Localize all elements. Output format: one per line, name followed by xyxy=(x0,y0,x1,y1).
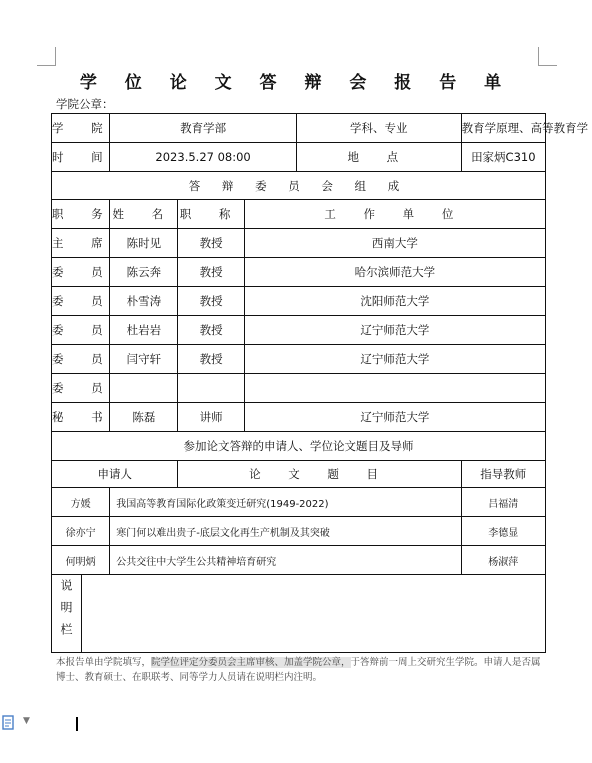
major-value[interactable]: 教育学原理、高等教育学 xyxy=(461,114,545,143)
member-unit[interactable]: 西南大学 xyxy=(244,229,545,258)
applicant-name[interactable]: 何明炳 xyxy=(52,546,110,575)
note-content[interactable] xyxy=(82,575,546,653)
document-icon[interactable] xyxy=(2,715,16,731)
committee-section-title: 答 辩 委 员 会 组 成 xyxy=(52,172,546,200)
note-label: 说明栏 xyxy=(59,579,74,645)
member-title[interactable]: 讲师 xyxy=(178,403,244,432)
header-advisor: 指导教师 xyxy=(461,461,545,488)
committee-row-secretary xyxy=(52,403,546,432)
committee-row xyxy=(52,229,546,258)
committee-row xyxy=(52,345,546,374)
member-role: 委 员 xyxy=(52,316,110,345)
thesis-title[interactable]: 寒门何以难出贵子-底层文化再生产机制及其突破 xyxy=(110,517,461,546)
thesis-title[interactable]: 我国高等教育国际化政策变迁研究(1949-2022) xyxy=(110,488,461,517)
place-label: 地 点 xyxy=(296,143,461,172)
member-role: 秘 书 xyxy=(52,403,110,432)
advisor-name[interactable]: 杨淑萍 xyxy=(461,546,545,575)
note-row xyxy=(52,575,546,653)
info-row-college xyxy=(52,114,546,143)
college-value[interactable]: 教育学部 xyxy=(110,114,297,143)
applicants-header-row xyxy=(52,461,546,488)
member-role: 委 员 xyxy=(52,345,110,374)
info-row-time xyxy=(52,143,546,172)
college-label: 学 院 xyxy=(52,114,110,143)
advisor-name[interactable]: 吕福清 xyxy=(461,488,545,517)
header-role: 职 务 xyxy=(52,200,110,229)
member-name[interactable]: 陈云奔 xyxy=(110,258,178,287)
member-name[interactable] xyxy=(110,374,178,403)
member-title[interactable]: 教授 xyxy=(178,287,244,316)
advisor-name[interactable]: 李德显 xyxy=(461,517,545,546)
committee-section-header xyxy=(52,172,546,200)
member-title[interactable]: 教授 xyxy=(178,316,244,345)
member-unit[interactable]: 沈阳师范大学 xyxy=(244,287,545,316)
applicant-row xyxy=(52,517,546,546)
page-corner-mark-top-left xyxy=(37,47,56,66)
member-unit[interactable]: 辽宁师范大学 xyxy=(244,345,545,374)
applicant-row xyxy=(52,546,546,575)
footnote-part-2: 院学位评定分委员会主席审核、加盖学院公章， xyxy=(151,657,351,668)
header-name: 姓 名 xyxy=(110,200,178,229)
member-title[interactable]: 教授 xyxy=(178,345,244,374)
member-name[interactable]: 闫守轩 xyxy=(110,345,178,374)
member-unit[interactable] xyxy=(244,374,545,403)
note-label-cell xyxy=(52,575,82,653)
applicants-section-header xyxy=(52,432,546,461)
place-value[interactable]: 田家炳C310 xyxy=(461,143,545,172)
member-role: 主 席 xyxy=(52,229,110,258)
time-label: 时 间 xyxy=(52,143,110,172)
member-name[interactable]: 陈磊 xyxy=(110,403,178,432)
member-title[interactable] xyxy=(178,374,244,403)
member-unit[interactable]: 哈尔滨师范大学 xyxy=(244,258,545,287)
chevron-down-icon[interactable]: ▼ xyxy=(23,716,30,726)
member-name[interactable]: 朴雪涛 xyxy=(110,287,178,316)
member-role: 委 员 xyxy=(52,374,110,403)
header-unit: 工 作 单 位 xyxy=(244,200,545,229)
footnote-part-1: 本报告单由学院填写， xyxy=(56,657,152,668)
committee-row xyxy=(52,316,546,345)
page-corner-mark-top-right xyxy=(538,47,557,66)
applicant-name[interactable]: 徐亦宁 xyxy=(52,517,110,546)
header-title: 职 称 xyxy=(178,200,244,229)
applicants-section-title: 参加论文答辩的申请人、学位论文题目及导师 xyxy=(52,432,546,461)
footnote-part-3: 于答辩前一周上交研究生学院。申请人是否属博士、教育硕士、在职联考、同等学力人员请在说明栏内注明。 xyxy=(56,657,541,683)
member-title[interactable]: 教授 xyxy=(178,229,244,258)
page-title: 学 位 论 文 答 辩 会 报 告 单 xyxy=(79,73,513,93)
member-name[interactable]: 陈时见 xyxy=(110,229,178,258)
member-title[interactable]: 教授 xyxy=(178,258,244,287)
committee-row xyxy=(52,374,546,403)
footnote xyxy=(56,655,546,685)
time-value[interactable]: 2023.5.27 08:00 xyxy=(110,143,297,172)
committee-row xyxy=(52,287,546,316)
member-role: 委 员 xyxy=(52,287,110,316)
committee-row xyxy=(52,258,546,287)
committee-header-row xyxy=(52,200,546,229)
thesis-title[interactable]: 公共交往中大学生公共精神培育研究 xyxy=(110,546,461,575)
header-thesis: 论 文 题 目 xyxy=(178,461,461,488)
applicant-name[interactable]: 方媛 xyxy=(52,488,110,517)
member-unit[interactable]: 辽宁师范大学 xyxy=(244,403,545,432)
member-unit[interactable]: 辽宁师范大学 xyxy=(244,316,545,345)
college-seal-label: 学院公章： xyxy=(56,97,114,111)
text-cursor xyxy=(76,717,78,731)
report-form-table xyxy=(51,113,589,653)
applicant-row xyxy=(52,488,546,517)
header-applicant: 申请人 xyxy=(52,461,178,488)
member-name[interactable]: 杜岩岩 xyxy=(110,316,178,345)
member-role: 委 员 xyxy=(52,258,110,287)
major-label: 学科、专业 xyxy=(296,114,461,143)
